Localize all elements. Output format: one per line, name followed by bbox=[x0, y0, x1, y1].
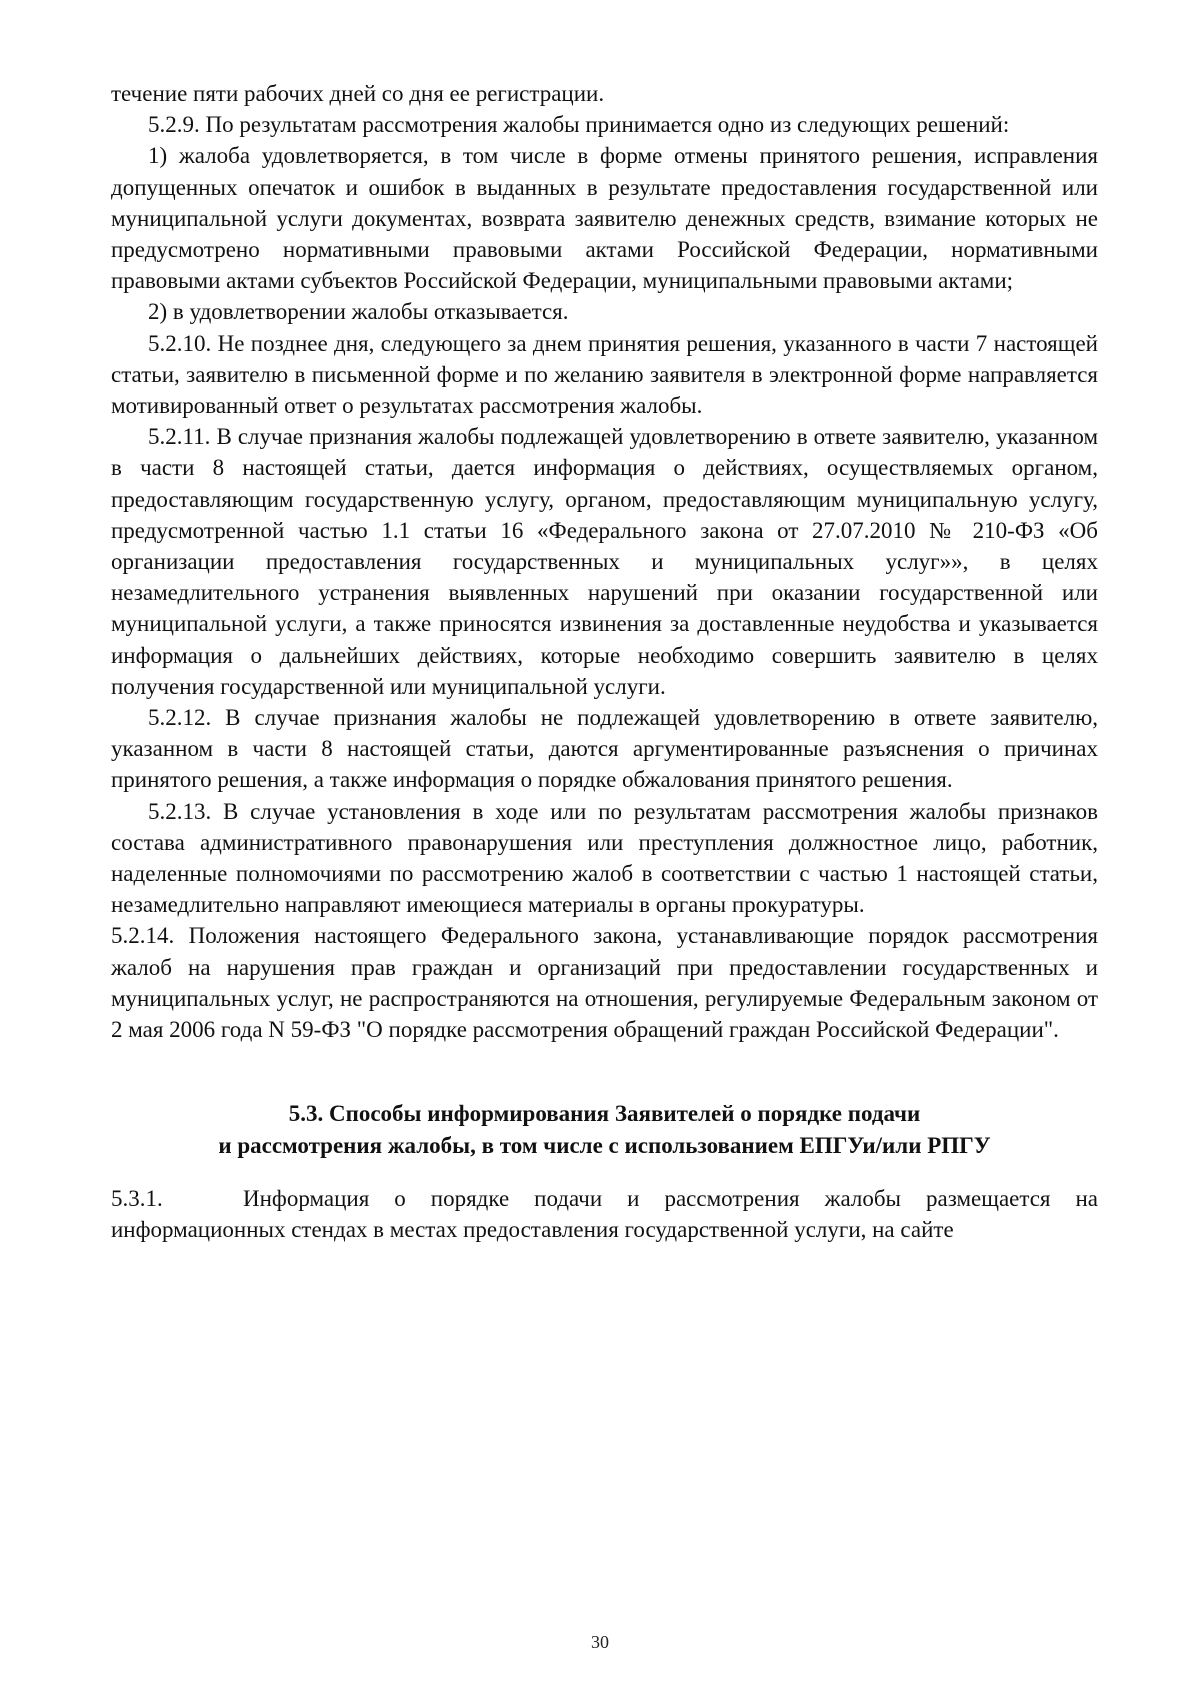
section-heading-line-1: 5.3. Способы информирования Заявителей о порядке подачи bbox=[288, 1101, 921, 1127]
document-page bbox=[111, 78, 1098, 1245]
section-heading-line-2: и рассмотрения жалобы, в том числе с использованием ЕПГУи/или РПГУ bbox=[218, 1132, 991, 1158]
section-heading-5-3 bbox=[111, 1098, 1098, 1160]
paragraph-number: 5.3.1. bbox=[111, 1185, 163, 1211]
paragraph-5-2-12: 5.2.12. В случае признания жалобы не подлежащей удовлетворению в ответе заявителю, указанном в части 8 настоящей статьи, даются аргументированные разъяснения о причинах принятого решения, а также информация о порядке обжалования принятого решения. bbox=[111, 705, 1098, 793]
paragraph-5-2-9: 5.2.9. По результатам рассмотрения жалобы принимается одно из следующих решений: bbox=[148, 112, 1010, 138]
paragraph-5-2-11: 5.2.11. В случае признания жалобы подлежащей удовлетворению в ответе заявителю, указанном в части 8 настоящей статьи, дается информация о действиях, осуществляемых органом, предоставляющим государственную услугу, органом, предоставляющим муниципальную услугу, предусмотренной частью 1.1 статьи 16 «Федерального закона от 27.07.2010 № 210-ФЗ «Об организации предоставления государственных и муниципальных услуг»», в целях незамедлительного устранения выявленных нарушений при оказании государственной или муниципальной услуги, а также приносятся извинения за доставленные неудобства и указывается информация о дальнейших действиях, которые необходимо совершить заявителю в целях получения государственной или муниципальной услуги. bbox=[111, 424, 1098, 699]
paragraph-5-3-1 bbox=[111, 1183, 1098, 1245]
list-item-2: 2) в удовлетворении жалобы отказывается. bbox=[148, 299, 569, 325]
page-number: 30 bbox=[591, 1632, 609, 1652]
paragraph-continuation: течение пяти рабочих дней со дня ее регистрации. bbox=[111, 81, 605, 106]
paragraph-5-3-1-text: Информация о порядке подачи и рассмотрения жалобы размещается на информационных стендах в местах предоставления государственной услуги, на сайте bbox=[111, 1185, 1098, 1242]
paragraph-5-2-10: 5.2.10. Не позднее дня, следующего за днем принятия решения, указанного в части 7 настоящей статьи, заявителю в письменной форме и по желанию заявителя в электронной форме направляется мотивированный ответ о результатах рассмотрения жалобы. bbox=[111, 330, 1098, 419]
paragraph-5-2-14: 5.2.14. Положения настоящего Федерального закона, устанавливающие порядок рассмотрения жалоб на нарушения прав граждан и организаций при предоставлении государственных и муниципальных услуг, не распространяются на отношения, регулируемые Федеральным законом от 2 мая 2006 года N 59-ФЗ "О порядке рассмотрения обращений граждан Российской Федерации". bbox=[111, 923, 1098, 1043]
paragraph-5-2-13: 5.2.13. В случае установления в ходе или по результатам рассмотрения жалобы признаков состава административного правонарушения или преступления должностное лицо, работник, наделенные полномочиями по рассмотрению жалоб в соответствии с частью 1 настоящей статьи, незамедлительно направляют имеющиеся материалы в органы прокуратуры. bbox=[111, 798, 1098, 918]
list-item-1: 1) жалоба удовлетворяется, в том числе в форме отмены принятого решения, исправления допущенных опечаток и ошибок в выданных в результате предоставления государственной или муниципальной услуги документах, возврата заявителю денежных средств, взимание которых не предусмотрено нормативными правовыми актами Российской Федерации, нормативными правовыми актами субъектов Российской Федерации, муниципальными правовыми актами; bbox=[111, 143, 1098, 294]
